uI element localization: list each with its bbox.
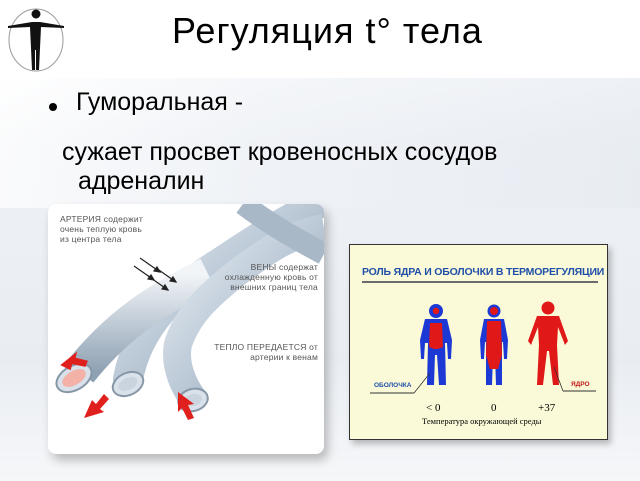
bullet-text-line-2: сужает просвет кровеносных сосудов [62,138,498,166]
ambient-temperature-caption: Температура окружающей среды [422,416,542,426]
body-figure-warm [528,302,568,386]
temp-label-below-zero: < 0 [426,402,441,414]
body-figures-drawing [350,245,607,439]
artery-vein-illustration [48,204,324,454]
body-figure-neutral [480,305,508,386]
bullet-text-line-3: адреналин [78,167,205,195]
bullet-marker [49,103,57,111]
shell-label: ОБОЛОЧКА [374,382,412,389]
vitruvian-figure-icon [4,4,68,74]
artery-label: АРТЕРИЯ содержит очень теплую кровь из центра тела [60,214,143,244]
veins-label: ВЕНЫ содержат охлажденную кровь от внешних границ тела [224,262,318,292]
core-label: ЯДРО [571,381,590,388]
heat-transfer-label: ТЕПЛО ПЕРЕДАЕТСЯ от артерии к венам [214,342,318,362]
slide-title: Регуляция t° тела [172,10,483,51]
thermoregulation-figure [349,244,608,440]
temp-label-zero: 0 [491,402,497,414]
temp-label-plus-37: +37 [538,402,556,414]
thermo-figure-title: РОЛЬ ЯДРА И ОБОЛОЧКИ В ТЕРМОРЕГУЛЯЦИИ [362,266,605,278]
bullet-text-line-1: Гуморальная - [76,88,244,116]
body-figure-cold [420,304,452,385]
